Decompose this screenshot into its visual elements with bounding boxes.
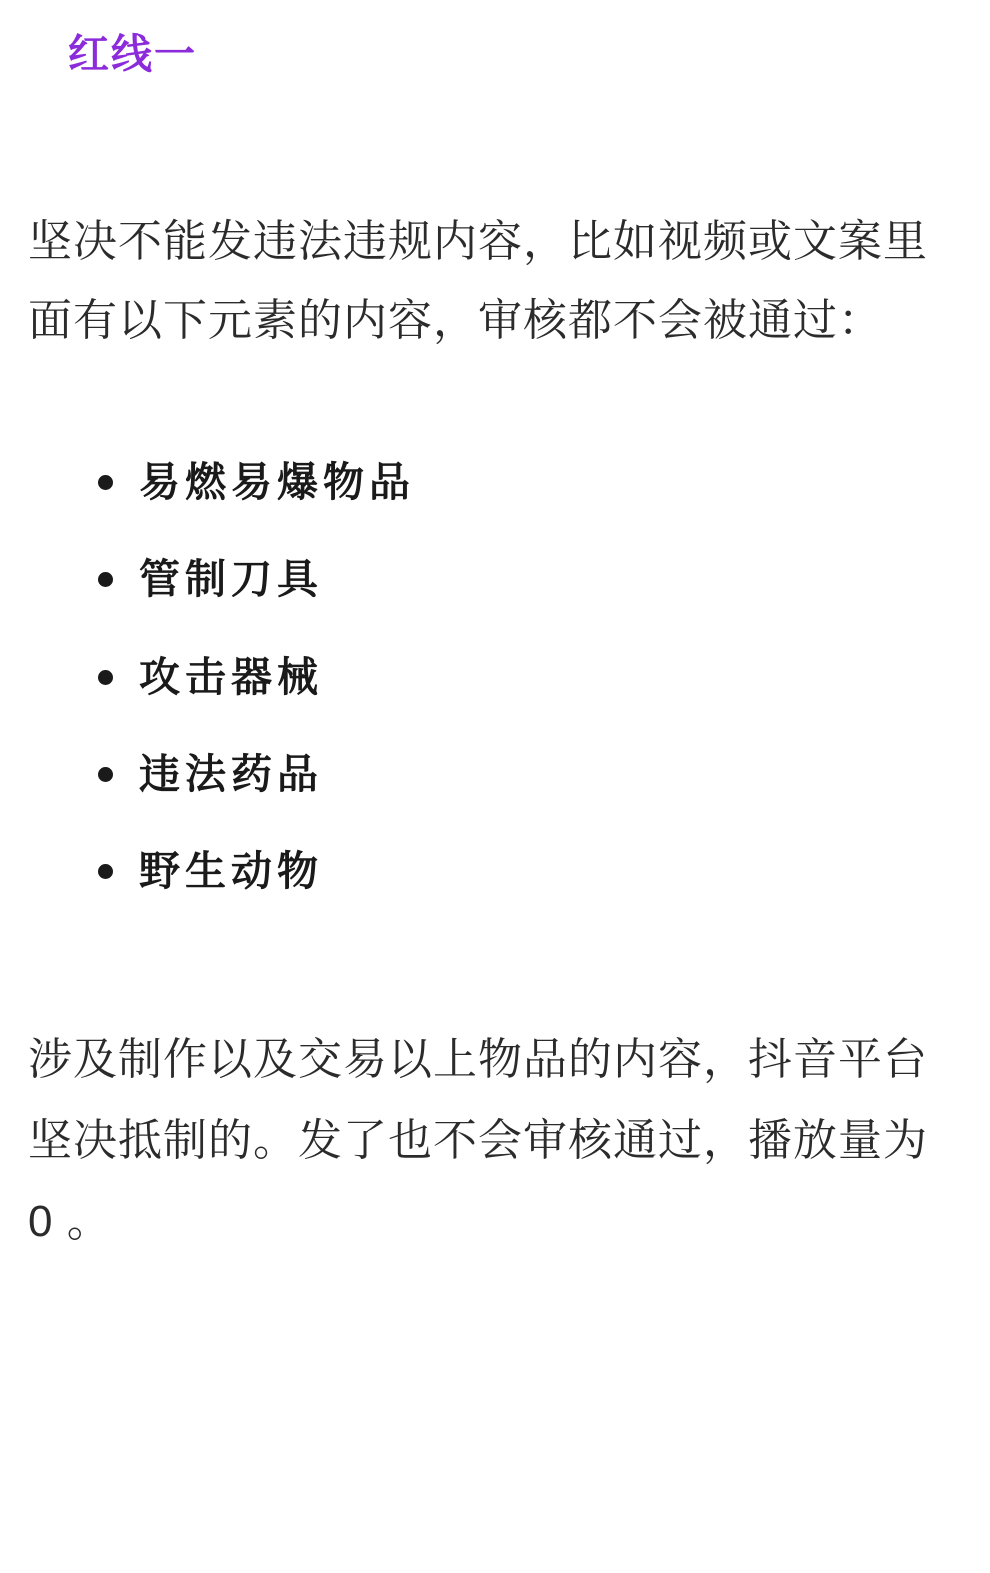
intro-block [28, 203, 948, 360]
bullet-dot-icon [98, 864, 113, 879]
intro-paragraph: 坚决不能发违法违规内容，比如视频或文案里面有以下元素的内容，审核都不会被通过： [28, 217, 928, 345]
list-item [62, 553, 928, 606]
list-item-label: 管制刀具 [139, 556, 323, 603]
list-item [62, 748, 928, 801]
bullet-dot-icon [98, 767, 113, 782]
list-item-label: 易燃易爆物品 [139, 459, 415, 506]
page-title: 红线一 [68, 31, 197, 77]
list-item [62, 845, 928, 898]
list-item [62, 651, 928, 704]
bullet-dot-icon [98, 475, 113, 490]
list-item [62, 456, 928, 509]
outro-block [28, 1019, 948, 1263]
outro-paragraph: 涉及制作以及交易以上物品的内容，抖音平台坚决抵制的。发了也不会审核通过，播放量为0 。 [28, 1034, 928, 1247]
list-item-label: 野生动物 [139, 848, 323, 895]
bullet-dot-icon [98, 670, 113, 685]
prohibited-items-list [62, 456, 928, 898]
bullet-dot-icon [98, 572, 113, 587]
list-item-label: 攻击器械 [139, 653, 323, 700]
list-item-label: 违法药品 [139, 750, 323, 797]
